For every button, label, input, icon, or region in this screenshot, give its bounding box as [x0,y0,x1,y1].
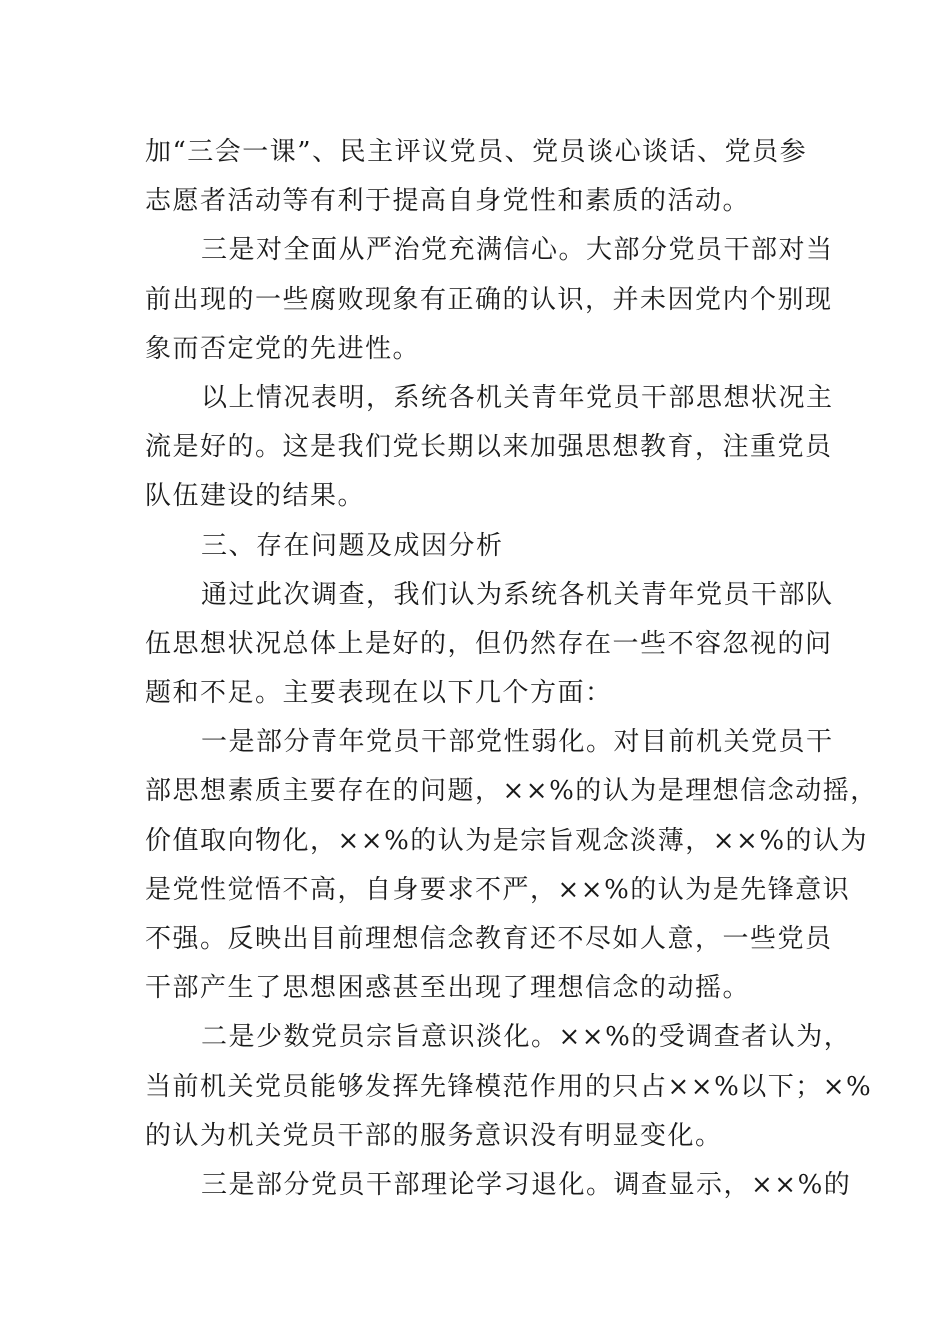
text-line: 队伍建设的结果。 [145,481,366,512]
text-line: 一是部分青年党员干部党性弱化。对目前机关党员干 [201,727,834,758]
text-line: 加“三会一课”、民主评议党员、党员谈心谈话、党员参 [145,137,808,167]
text-line: 象而否定党的先进性。 [145,333,421,364]
text-line: 伍思想状况总体上是好的，但仍然存在一些不容忽视的问 [145,628,833,659]
text-line: 二是少数党员宗旨意识淡化。××%的受调查者认为， [201,1022,852,1053]
text-line: 当前机关党员能够发挥先锋模范作用的只占××%以下；×% [145,1071,873,1102]
text-line: 部思想素质主要存在的问题，××%的认为是理想信念动摇， [145,776,878,807]
text-line: 的认为机关党员干部的服务意识没有明显变化。 [145,1120,723,1151]
document-body [145,128,878,1210]
text-line: 通过此次调查，我们认为系统各机关青年党员干部队 [201,579,834,610]
text-line: 价值取向物化，××%的认为是宗旨观念淡薄，××%的认为 [145,825,869,856]
text-line: 前出现的一些腐败现象有正确的认识，并未因党内个别现 [145,284,833,315]
text-line: 流是好的。这是我们党长期以来加强思想教育，注重党员 [145,432,833,463]
text-line: 志愿者活动等有利于提高自身党性和素质的活动。 [145,186,751,217]
text-line: 以上情况表明，系统各机关青年党员干部思想状况主 [201,382,834,413]
text-line: 题和不足。主要表现在以下几个方面： [145,678,613,709]
section-heading: 三、存在问题及成因分析 [201,530,504,561]
text-line: 三是部分党员干部理论学习退化。调查显示，××%的 [201,1169,852,1200]
text-line: 是党性觉悟不高，自身要求不严，××%的认为是先锋意识 [145,874,851,905]
text-line: 三是对全面从严治党充满信心。大部分党员干部对当 [201,235,834,266]
text-line: 不强。反映出目前理想信念教育还不尽如人意，一些党员 [145,924,833,954]
text-line: 干部产生了思想困惑甚至出现了理想信念的动摇。 [145,973,751,1004]
